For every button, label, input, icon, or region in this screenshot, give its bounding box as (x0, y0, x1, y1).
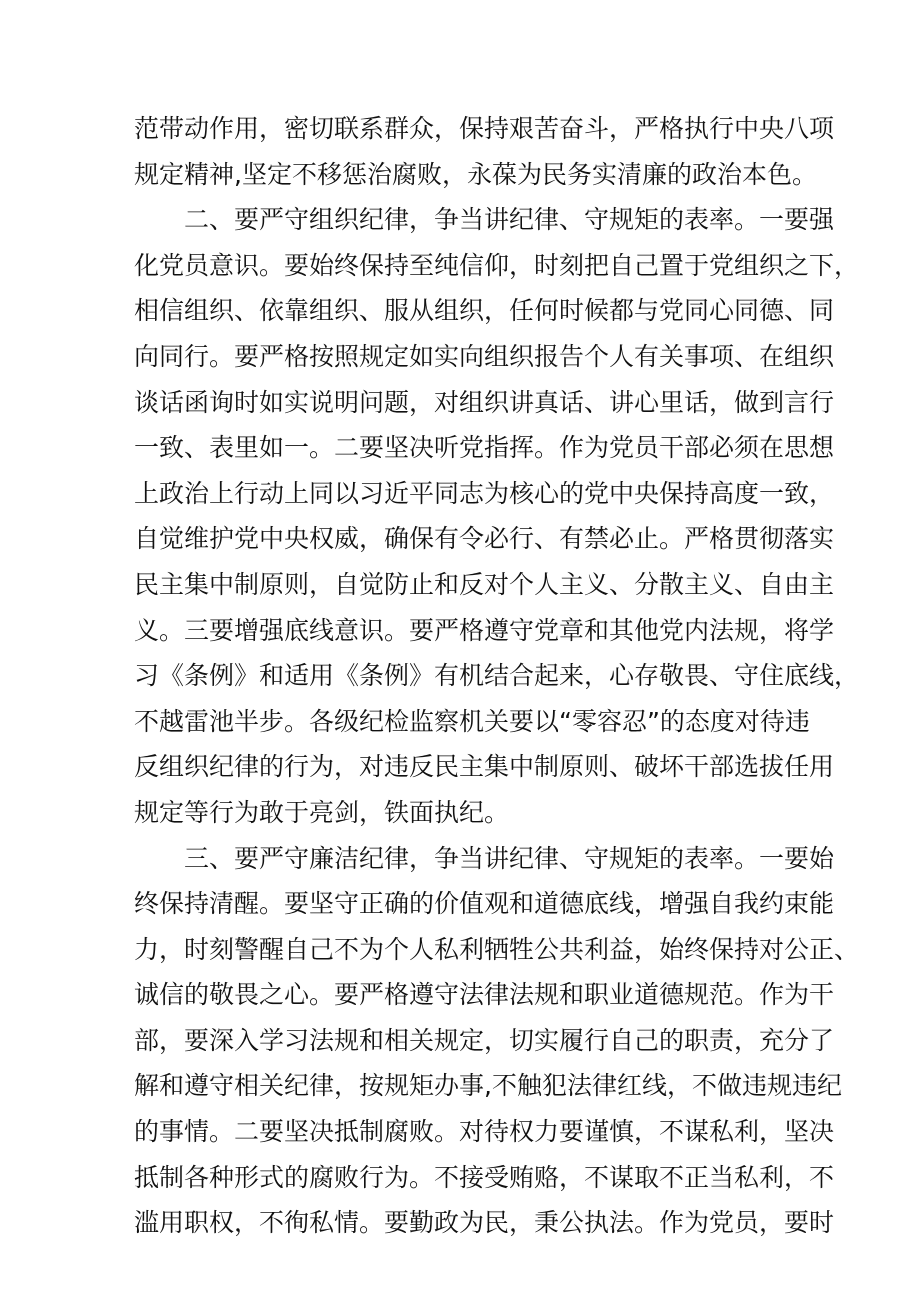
text-line: 诚信的敬畏之心。要严格遵守法律法规和职业道德规范。作为干 (134, 980, 835, 1010)
text-line: 抵制各种形式的腐败行为。不接受贿赂，不谋取不正当私利，不 (134, 1162, 835, 1192)
text-line: 反组织纪律的行为，对违反民主集中制原则、破坏干部选拔任用 (134, 752, 835, 782)
text-line: 上政治上行动上同以习近平同志为核心的党中央保持高度一致， (134, 478, 835, 508)
text-line: 规定精神,坚定不移惩治腐败，永葆为民务实清廉的政治本色。 (134, 159, 817, 189)
text-line: 谈话函询时如实说明问题，对组织讲真话、讲心里话，做到言行 (134, 387, 835, 417)
text-line: 的事情。二要坚决抵制腐败。对待权力要谨慎，不谋私利，坚决 (134, 1117, 835, 1147)
text-line: 解和遵守相关纪律，按规矩办事,不触犯法律红线，不做违规违纪 (134, 1071, 842, 1101)
text-line: 三、要严守廉洁纪律，争当讲纪律、守规矩的表率。一要始 (134, 843, 835, 873)
text-line: 不越雷池半步。各级纪检监察机关要以“零容忍”的态度对待违 (134, 706, 810, 736)
text-line: 向同行。要严格按照规定如实向组织报告个人有关事项、在组织 (134, 341, 835, 371)
text-line: 相信组织、依靠组织、服从组织，任何时候都与党同心同德、同 (134, 296, 835, 326)
text-line: 滥用职权，不徇私情。要勤政为民，秉公执法。作为党员，要时 (134, 1208, 835, 1238)
text-line: 范带动作用，密切联系群众，保持艰苦奋斗，严格执行中央八项 (134, 114, 835, 143)
text-line: 化党员意识。要始终保持至纯信仰，时刻把自己置于党组织之下， (134, 250, 860, 280)
text-line: 一致、表里如一。二要坚决听党指挥。作为党员干部必须在思想 (134, 433, 835, 463)
text-line: 习《条例》和适用《条例》有机结合起来，心存敬畏、守住底线， (134, 661, 860, 691)
text-line: 义。三要增强底线意识。要严格遵守党章和其他党内法规，将学 (134, 615, 835, 645)
text-line: 民主集中制原则，自觉防止和反对个人主义、分散主义、自由主 (134, 569, 835, 599)
text-line: 自觉维护党中央权威，确保有令必行、有禁必止。严格贯彻落实 (134, 524, 835, 554)
text-line: 力，时刻警醒自己不为个人私利牺牲公共利益，始终保持对公正、 (134, 934, 860, 964)
text-line: 二、要严守组织纪律，争当讲纪律、守规矩的表率。一要强 (134, 205, 835, 235)
document-body (134, 106, 860, 1246)
text-line: 规定等行为敢于亮剑，铁面执纪。 (134, 797, 510, 827)
text-line: 部，要深入学习法规和相关规定，切实履行自己的职责，充分了 (134, 1025, 835, 1055)
text-line: 终保持清醒。要坚守正确的价值观和道德底线，增强自我约束能 (134, 889, 835, 919)
